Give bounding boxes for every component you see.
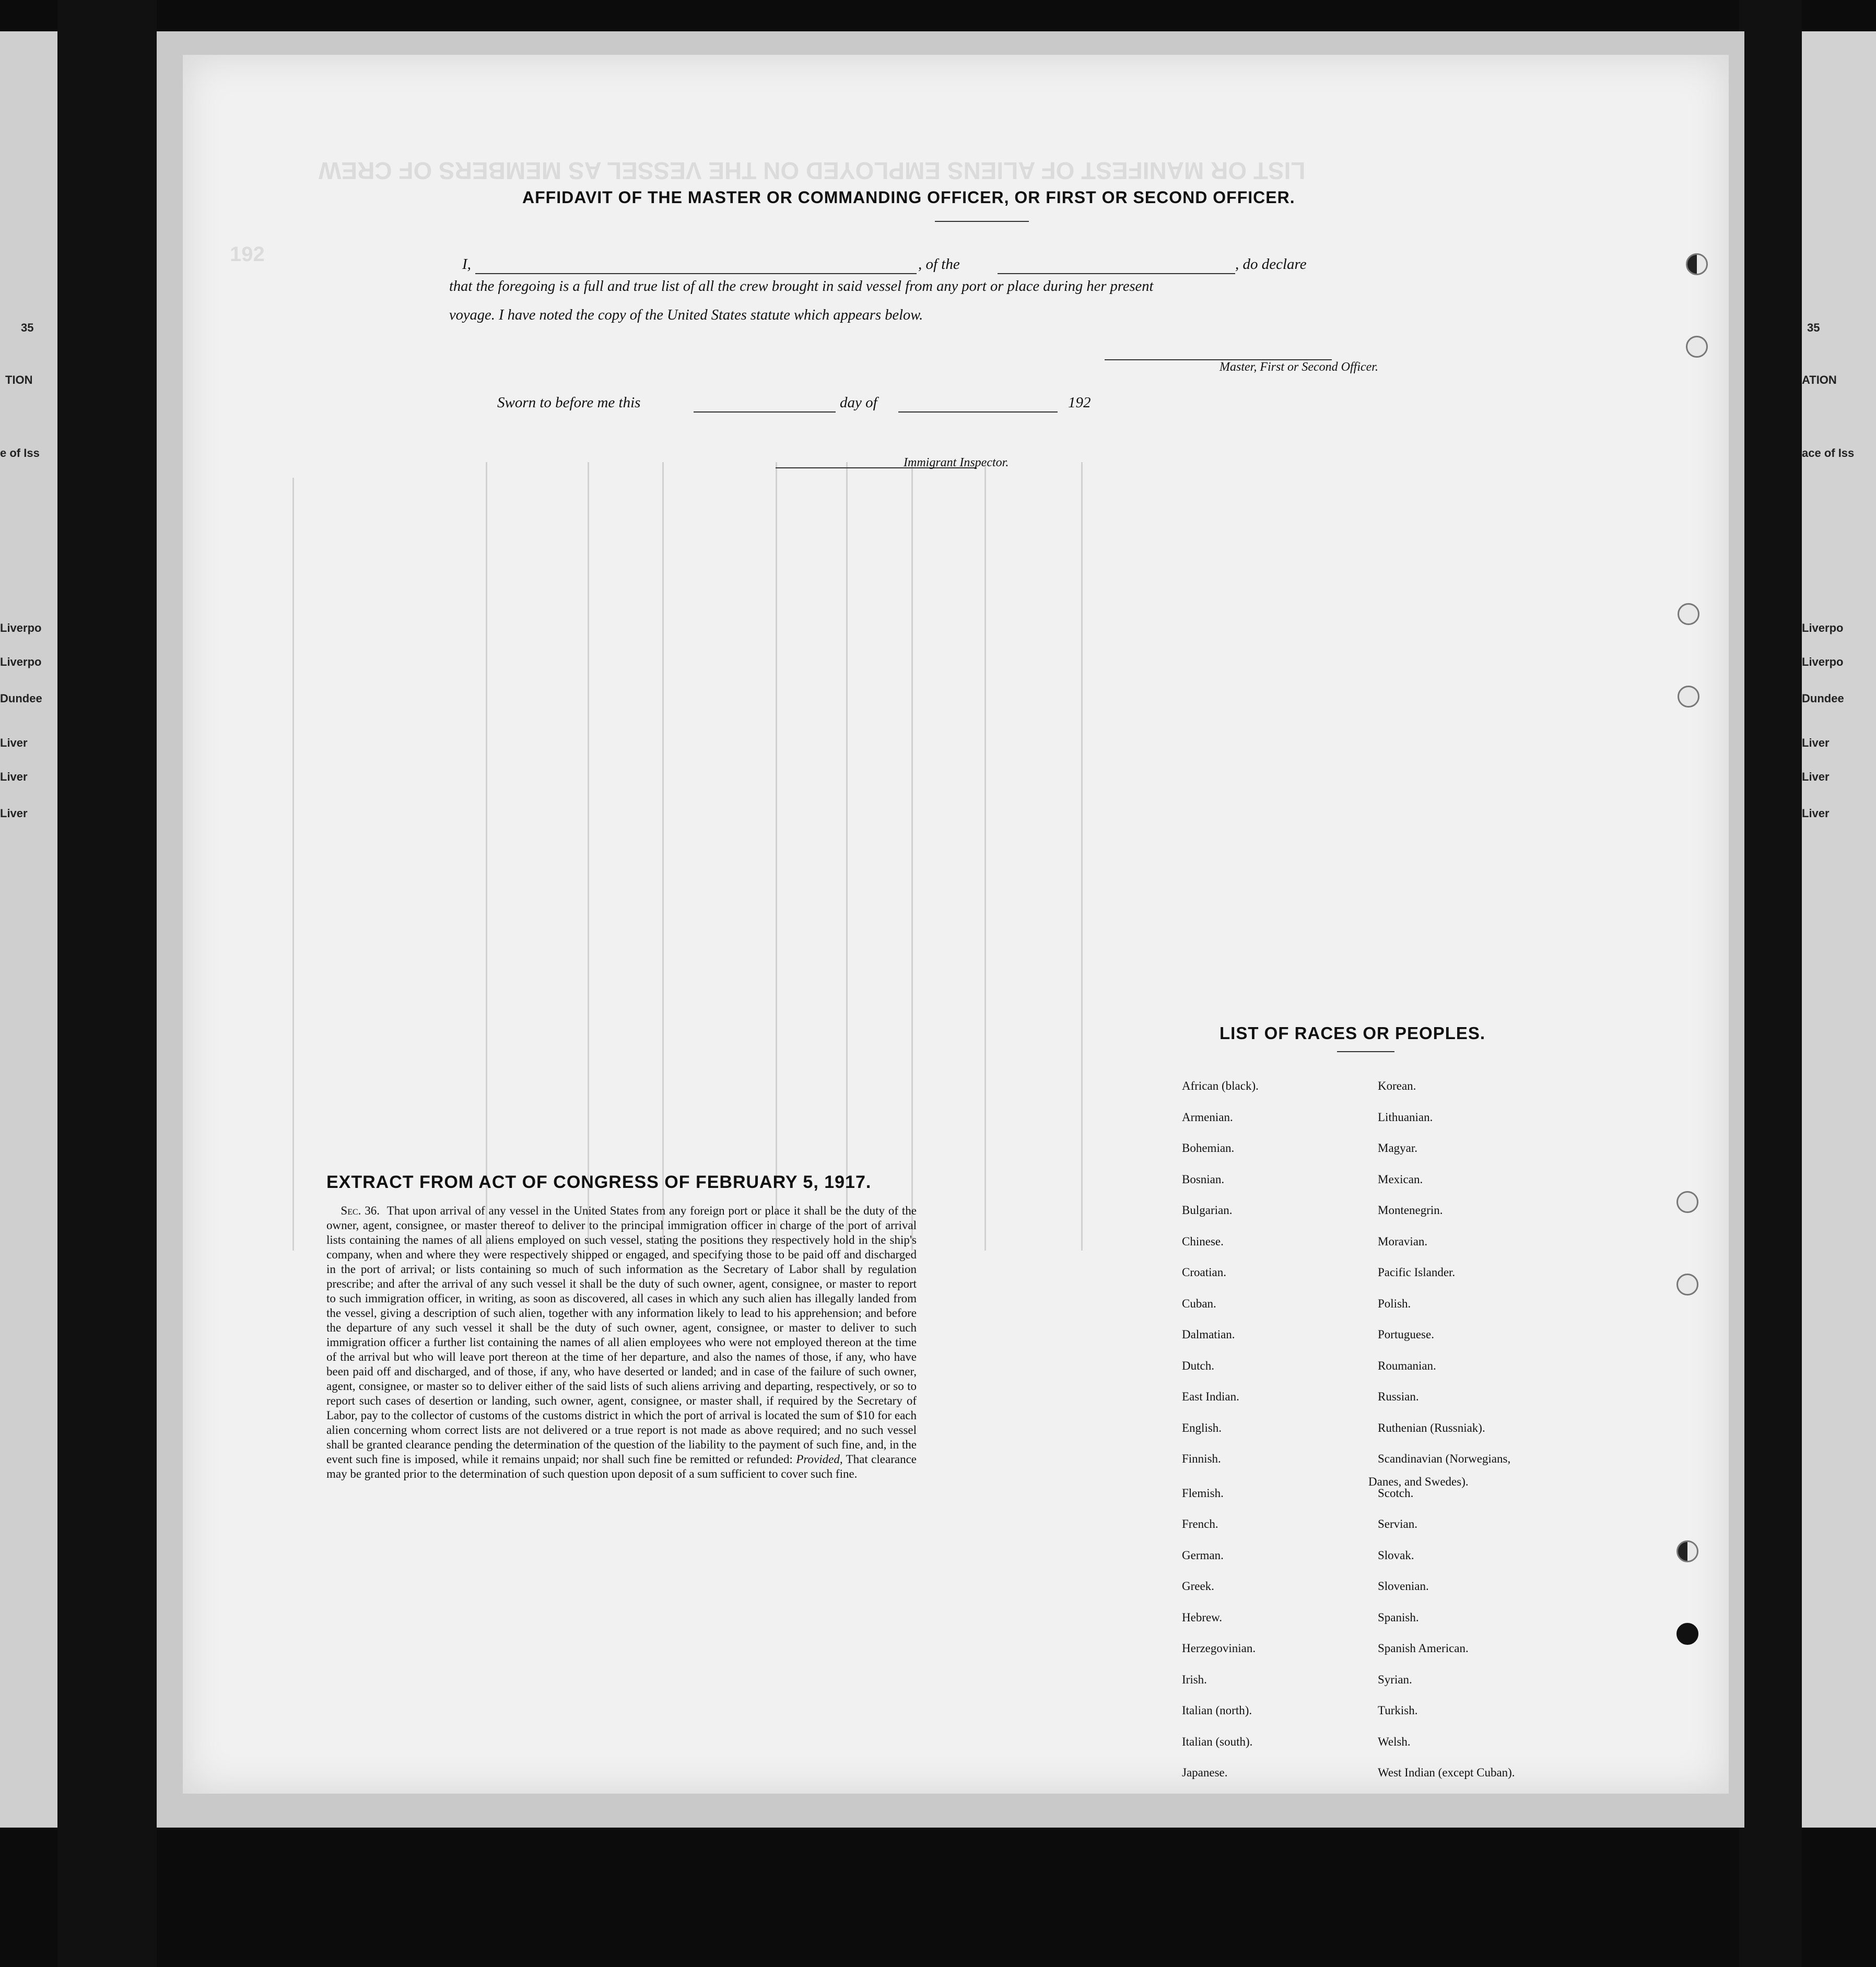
race-item: Servian.: [1378, 1517, 1418, 1530]
race-item: Roumanian.: [1378, 1359, 1436, 1372]
race-item: Bohemian.: [1182, 1141, 1235, 1155]
provided-word: Provided,: [796, 1453, 843, 1466]
punch-hole: [1676, 1623, 1698, 1645]
punch-hole: [1686, 253, 1708, 275]
race-item: Greek.: [1182, 1580, 1214, 1593]
race-item: German.: [1182, 1549, 1224, 1562]
punch-hole: [1678, 603, 1699, 625]
race-item: Dalmatian.: [1182, 1328, 1235, 1341]
race-item: Slovak.: [1378, 1549, 1414, 1562]
right-page-number: 35: [1807, 321, 1820, 334]
race-item: Danes, and Swedes).: [1368, 1475, 1469, 1488]
race-item: Armenian.: [1182, 1111, 1233, 1124]
punch-hole: [1686, 336, 1708, 358]
bleed-through-header: LIST OR MANIFEST OF ALIENS EMPLOYED ON THE VESSEL AS MEMBERS OF CREW: [319, 157, 1306, 184]
sworn-day-field[interactable]: [694, 411, 836, 413]
race-item: Lithuanian.: [1378, 1111, 1433, 1124]
left-side-label: Liver: [0, 736, 28, 749]
race-item: Bosnian.: [1182, 1173, 1225, 1186]
race-item: Spanish American.: [1378, 1642, 1469, 1655]
race-item: Herzegovinian.: [1182, 1642, 1256, 1655]
race-item: Mexican.: [1378, 1173, 1423, 1186]
race-item: Spanish.: [1378, 1611, 1419, 1624]
film-border-left: [57, 0, 157, 1967]
right-side-label: Liver: [1802, 770, 1830, 783]
race-item: Irish.: [1182, 1673, 1207, 1686]
race-item: Polish.: [1378, 1297, 1411, 1310]
race-item: Italian (south).: [1182, 1735, 1253, 1748]
punch-hole: [1676, 1274, 1698, 1295]
punch-hole: [1676, 1191, 1698, 1213]
film-border-right: [1739, 0, 1802, 1967]
affidavit-i-label: I,: [462, 256, 471, 273]
race-item: Cuban.: [1182, 1297, 1216, 1310]
sworn-label: Sworn to before me this: [497, 394, 641, 411]
left-side-label: Dundee: [0, 692, 42, 705]
race-item: Flemish.: [1182, 1487, 1224, 1500]
extract-body-text-end: That clearance may be granted prior to the determination of such question upon deposit of a sum sufficient to cover such fine.: [326, 1453, 917, 1480]
race-item: Japanese.: [1182, 1766, 1228, 1779]
race-item: Slovenian.: [1378, 1580, 1429, 1593]
extract-body-text: That upon arrival of any vessel in the United States from any foreign port or place it shall be the duty of the owner, agent, consignee, or master thereof to deliver to the principal immigration officer in charge of the port of arrival lists containing the names of all aliens employed on such vessel, stating the positions they respectively hold in the ship's company, when and where they were respectively shipped or engaged, and specifying those to be paid off and discharged in the port of arrival; or lists containing so much of such information as the Secretary of Labor shall by regulation prescribe; and after the arrival of any such vessel it shall be the duty of such owner, agent, consignee, or master to report to such immigration officer, in writing, as soon as discovered, all cases in which any such alien has illegally landed from the vessel, giving a description of such alien, together with any information likely to lead to his apprehension; and before the departure of any such vessel it shall be the duty of such owner, agent, consignee, or master to deliver to such immigration officer a further list containing the names of all alien employees who were not employed thereon at the time of the arrival but who will leave port thereon at the time of her departure, and also the names of those, if any, who have been paid off and discharged, and of those, if any, who have deserted or landed; and in case of the failure of such owner, agent, consignee, or master so to deliver either of the said lists of such aliens arriving and departing, respectively, or so to report such cases of desertion or landing, such owner, agent, consignee, or master shall, if required by the Secretary of Labor, pay to the collector of customs of the customs district in which the port of arrival is located the sum of $10 for each alien concerning whom correct lists are not delivered or a true report is not made as above required; and no such vessel shall be granted clearance pending the determination of the question of the liability to the payment of such fine, and, in the event such fine is imposed, while it remains unpaid; nor shall such fine be remitted or refunded:: [326, 1204, 917, 1466]
race-item: African (black).: [1182, 1079, 1259, 1092]
race-item: Montenegrin.: [1378, 1204, 1443, 1217]
affidavit-line-3: voyage. I have noted the copy of the United States statute which appears below.: [449, 307, 923, 323]
affidavit-declare-label: , do declare: [1235, 256, 1307, 273]
race-item: Scandinavian (Norwegians,: [1378, 1452, 1511, 1465]
vessel-name-field[interactable]: [998, 273, 1235, 274]
left-side-label: TION: [5, 373, 33, 386]
race-item: Finnish.: [1182, 1452, 1221, 1465]
extract-title: EXTRACT FROM ACT OF CONGRESS OF FEBRUARY 5, 1917.: [326, 1172, 872, 1192]
right-side-label: Liverpo: [1802, 621, 1844, 634]
race-item: Croatian.: [1182, 1266, 1226, 1279]
race-item: Turkish.: [1378, 1704, 1418, 1717]
race-item: West Indian (except Cuban).: [1378, 1766, 1515, 1779]
right-side-label: ace of Iss: [1802, 446, 1855, 460]
day-of-label: day of: [840, 394, 877, 411]
right-side-label: Liverpo: [1802, 655, 1844, 668]
races-title: LIST OF RACES OR PEOPLES.: [1220, 1023, 1486, 1043]
affidavit-of-the-label: , of the: [918, 256, 960, 273]
right-side-label: Dundee: [1802, 692, 1844, 705]
race-item: Portuguese.: [1378, 1328, 1434, 1341]
left-adjacent-page: [0, 31, 57, 1828]
left-page-number: 35: [21, 321, 34, 334]
right-side-label: Liver: [1802, 736, 1830, 749]
sworn-year-label: 192: [1068, 394, 1091, 411]
race-item: Korean.: [1378, 1079, 1416, 1092]
race-item: Dutch.: [1182, 1359, 1214, 1372]
punch-hole: [1676, 1540, 1698, 1562]
race-item: Scotch.: [1378, 1487, 1414, 1500]
race-item: Bulgarian.: [1182, 1204, 1233, 1217]
affidavit-line-2: that the foregoing is a full and true list of all the crew brought in said vessel from any port or place during her present: [449, 278, 1154, 295]
race-item: Russian.: [1378, 1390, 1419, 1403]
race-item: Magyar.: [1378, 1141, 1418, 1155]
sworn-month-field[interactable]: [898, 411, 1058, 413]
punch-hole: [1678, 686, 1699, 708]
affidavit-title: AFFIDAVIT OF THE MASTER OR COMMANDING OFFICER, OR FIRST OR SECOND OFFICER.: [522, 188, 1295, 207]
race-item: Syrian.: [1378, 1673, 1412, 1686]
master-name-field[interactable]: [475, 273, 917, 274]
left-side-label: e of Iss: [0, 446, 40, 460]
right-side-label: Liver: [1802, 807, 1830, 820]
manifest-page: [183, 55, 1729, 1794]
left-side-label: Liverpo: [0, 621, 42, 634]
extract-body: [326, 1204, 917, 1481]
section-label: Sec. 36.: [341, 1204, 380, 1217]
race-item: East Indian.: [1182, 1390, 1239, 1403]
right-side-label: ATION: [1802, 373, 1837, 386]
signature-caption: Master, First or Second Officer.: [1220, 360, 1378, 374]
bleed-through-year: 192: [230, 243, 265, 266]
left-side-label: Liver: [0, 770, 28, 783]
race-item: Italian (north).: [1182, 1704, 1252, 1717]
race-item: Pacific Islander.: [1378, 1266, 1456, 1279]
left-side-label: Liverpo: [0, 655, 42, 668]
race-item: Chinese.: [1182, 1235, 1224, 1248]
right-adjacent-page: [1802, 31, 1876, 1828]
race-item: Hebrew.: [1182, 1611, 1223, 1624]
race-item: Welsh.: [1378, 1735, 1411, 1748]
inspector-caption: Immigrant Inspector.: [904, 456, 1009, 469]
race-item: Ruthenian (Russniak).: [1378, 1421, 1485, 1434]
race-item: Moravian.: [1378, 1235, 1428, 1248]
race-item: English.: [1182, 1421, 1222, 1434]
race-item: French.: [1182, 1517, 1218, 1530]
left-side-label: Liver: [0, 807, 28, 820]
